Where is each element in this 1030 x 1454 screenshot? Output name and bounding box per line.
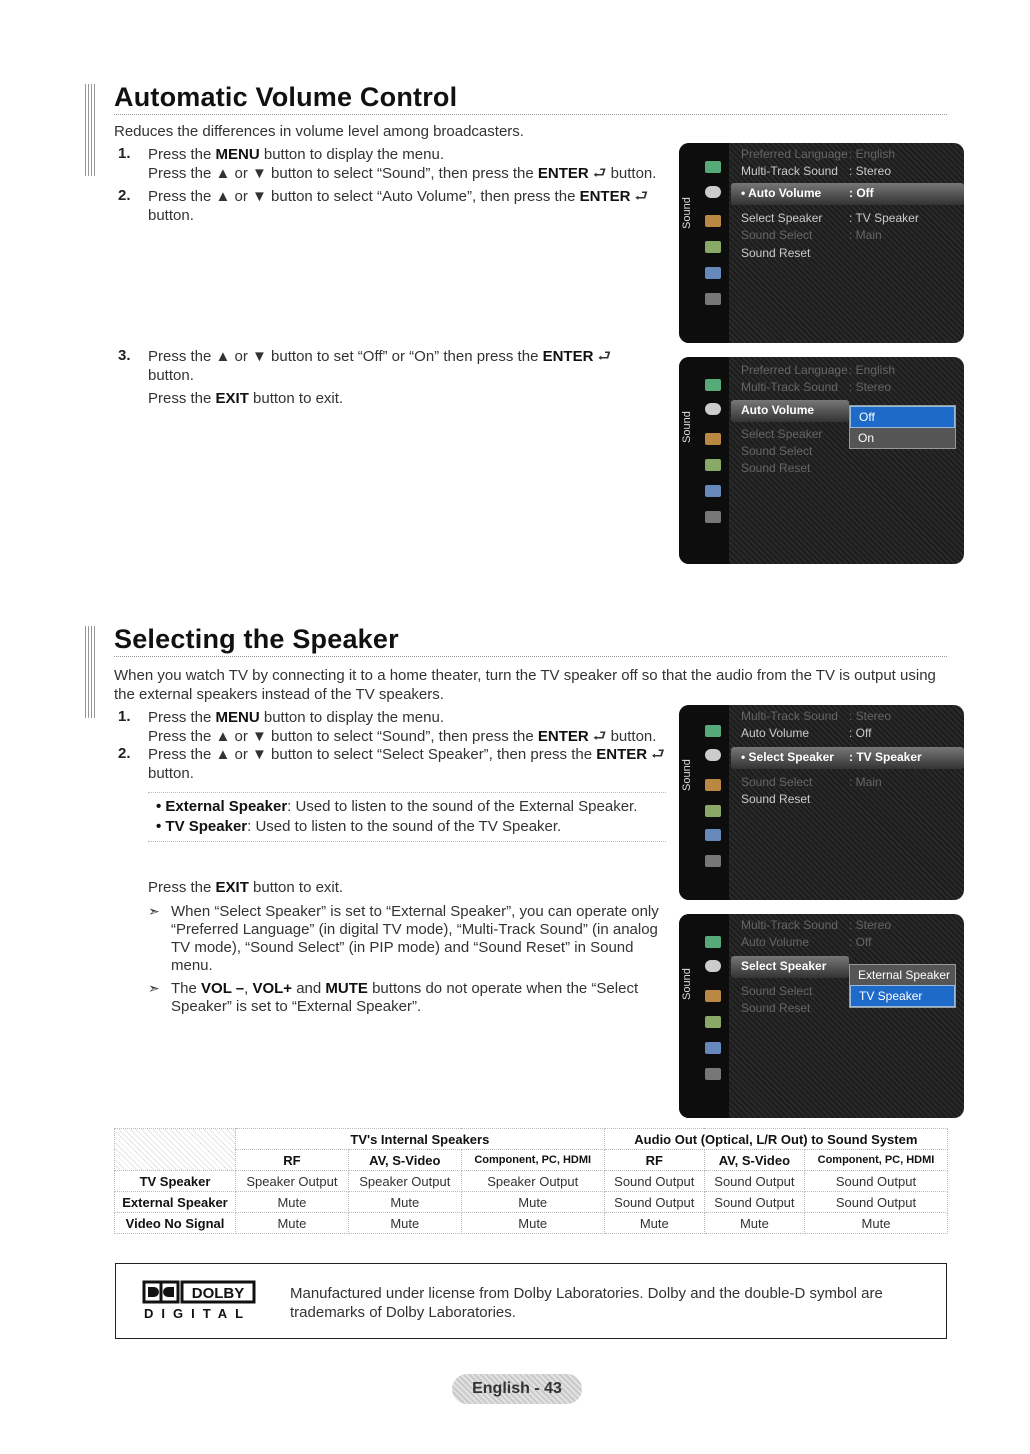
- table-cell: Mute: [604, 1213, 704, 1234]
- option-external-speaker[interactable]: External Speaker: [858, 968, 951, 982]
- table-cell: Mute: [348, 1213, 461, 1234]
- table-cell: Speaker Output: [236, 1171, 349, 1192]
- osd-screen-auto-volume: [679, 143, 964, 343]
- table-col-header: RF: [236, 1150, 349, 1171]
- speaker-step1-line1: Press the MENU button to display the menu.: [148, 709, 444, 726]
- table-col-header: RF: [604, 1150, 704, 1171]
- avc-exit-line: Press the EXIT button to exit.: [148, 390, 344, 407]
- application-icon: [705, 855, 721, 867]
- osd-sound-tab: Sound: [681, 411, 693, 443]
- osd-screen-auto-volume-options: [679, 357, 964, 564]
- table-cell: Speaker Output: [348, 1171, 461, 1192]
- table-cell: Mute: [461, 1213, 604, 1234]
- note-line: “Preferred Language” (in digital TV mode), “Multi-Track Sound” (in analog: [171, 921, 658, 938]
- note-arrow-icon: ➣: [148, 980, 160, 996]
- bullet-external: • External Speaker: Used to listen to the sound of the External Speaker.: [156, 798, 638, 815]
- osd-screen-select-speaker: [679, 705, 964, 900]
- table-row: [115, 1213, 948, 1234]
- table-cell: Mute: [461, 1192, 604, 1213]
- table-cell: Sound Output: [604, 1171, 704, 1192]
- application-icon: [705, 511, 721, 523]
- osd-screen-select-speaker-options: [679, 914, 964, 1118]
- avc-step2-line1: Press the ▲ or ▼ button to select “Auto Volume”, then press the ENTER ⮐: [148, 188, 649, 205]
- option-popup: [849, 964, 956, 1008]
- note-line: TV mode), “Sound Select” (in PIP mode) and “Sound Reset” in Sound: [171, 939, 634, 956]
- osd-row[interactable]: Select Speaker: [741, 427, 823, 441]
- option-popup: [849, 405, 956, 449]
- svg-text:DIGITAL: DIGITAL: [144, 1306, 252, 1320]
- osd-row[interactable]: Auto Volume : Off: [741, 726, 872, 740]
- note-line: The VOL –, VOL+ and MUTE buttons do not operate when the “Select: [171, 980, 639, 997]
- section-rule: [114, 114, 947, 115]
- avc-step3-line1: Press the ▲ or ▼ button to set “Off” or “On” then press the ENTER ⮐: [148, 348, 612, 365]
- osd-row[interactable]: Sound Reset: [741, 461, 811, 475]
- osd-sidebar: [679, 143, 729, 343]
- picture-icon: [705, 379, 721, 391]
- avc-step1-line1: Press the MENU button to display the menu.: [148, 146, 444, 163]
- osd-row[interactable]: Preferred Language : English: [741, 147, 896, 161]
- osd-sidebar: [679, 914, 729, 1118]
- speaker-step2-line2: button.: [148, 765, 194, 782]
- table-cell: Mute: [804, 1213, 947, 1234]
- sound-icon: [705, 186, 721, 198]
- channel-icon: [705, 779, 721, 791]
- osd-row[interactable]: Multi-Track Sound : Stereo: [741, 164, 892, 178]
- table-cell: Speaker Output: [461, 1171, 604, 1192]
- page-number: English - 43: [452, 1374, 582, 1404]
- table-cell: Mute: [348, 1192, 461, 1213]
- picture-icon: [705, 161, 721, 173]
- step-number: 1.: [118, 708, 131, 725]
- osd-row[interactable]: Sound Reset: [741, 1001, 811, 1015]
- table-cell: Sound Output: [804, 1171, 947, 1192]
- osd-row-selected[interactable]: Auto Volume: [731, 400, 849, 422]
- table-cell: Sound Output: [704, 1192, 804, 1213]
- osd-sidebar: [679, 357, 729, 564]
- osd-row[interactable]: Select Speaker : TV Speaker: [741, 211, 919, 225]
- speaker-step2-line1: Press the ▲ or ▼ button to select “Select Speaker”, then press the ENTER ⮐: [148, 746, 665, 763]
- osd-row[interactable]: Preferred Language : English: [741, 363, 896, 377]
- channel-icon: [705, 215, 721, 227]
- setup-icon: [705, 1016, 721, 1028]
- application-icon: [705, 1068, 721, 1080]
- step-number: 3.: [118, 347, 131, 364]
- avc-step1-line2: Press the ▲ or ▼ button to select “Sound”, then press the ENTER ⮐ button.: [148, 165, 657, 182]
- input-icon: [705, 485, 721, 497]
- option-tv-speaker[interactable]: TV Speaker: [850, 985, 955, 1007]
- section-marker: [85, 84, 97, 176]
- table-cell: Sound Output: [804, 1192, 947, 1213]
- osd-row[interactable]: Sound Reset: [741, 792, 811, 806]
- osd-row[interactable]: Sound Select : Main: [741, 775, 882, 789]
- table-cell: Sound Output: [704, 1171, 804, 1192]
- osd-row[interactable]: Sound Select: [741, 444, 813, 458]
- section-title-speaker: Selecting the Speaker: [114, 624, 399, 654]
- osd-sound-tab: Sound: [681, 968, 693, 1000]
- setup-icon: [705, 459, 721, 471]
- sound-icon: [705, 960, 721, 972]
- table-group-header: TV's Internal Speakers: [236, 1129, 605, 1150]
- note-line: When “Select Speaker” is set to “External Speaker”, you can operate only: [171, 903, 659, 920]
- note-line: Speaker” is set to “External Speaker”.: [171, 998, 422, 1015]
- table-group-header: Audio Out (Optical, L/R Out) to Sound System: [604, 1129, 947, 1150]
- svg-text:DOLBY: DOLBY: [191, 1285, 245, 1302]
- section-marker: [85, 626, 97, 718]
- osd-row[interactable]: Auto Volume : Off: [741, 935, 872, 949]
- note-line: menu.: [171, 957, 213, 974]
- setup-icon: [705, 241, 721, 253]
- bullet-tv: • TV Speaker: Used to listen to the sound of the TV Speaker.: [156, 818, 562, 835]
- note-arrow-icon: ➣: [148, 903, 160, 919]
- speaker-intro-line2: the external speakers instead of the TV speakers.: [114, 686, 444, 703]
- input-icon: [705, 267, 721, 279]
- dolby-license-text: Manufactured under license from Dolby Laboratories. Dolby and the double-D symbol are trademarks of Dolby Laboratories.: [290, 1285, 883, 1321]
- table-col-header: Component, PC, HDMI: [804, 1150, 947, 1171]
- dolby-license-box: [115, 1263, 947, 1339]
- osd-row[interactable]: Multi-Track Sound : Stereo: [741, 380, 892, 394]
- table-row-header: TV Speaker: [115, 1171, 236, 1192]
- section-title-avc: Automatic Volume Control: [114, 82, 458, 112]
- table-col-header: AV, S-Video: [348, 1150, 461, 1171]
- input-icon: [705, 1042, 721, 1054]
- table-row: [115, 1192, 948, 1213]
- option-off[interactable]: Off: [850, 406, 955, 428]
- osd-row[interactable]: Multi-Track Sound : Stereo: [741, 709, 892, 723]
- table-corner: [115, 1129, 236, 1171]
- step-number: 1.: [118, 145, 131, 162]
- option-on[interactable]: On: [858, 431, 875, 445]
- sound-icon: [705, 403, 721, 415]
- avc-intro: Reduces the differences in volume level among broadcasters.: [114, 123, 524, 140]
- table-cell: Sound Output: [604, 1192, 704, 1213]
- osd-row[interactable]: Sound Reset: [741, 246, 811, 260]
- table-cell: Mute: [236, 1213, 349, 1234]
- osd-row-selected[interactable]: • Select Speaker : TV Speaker: [731, 747, 964, 769]
- table-col-header: AV, S-Video: [704, 1150, 804, 1171]
- double-d-icon: [142, 1278, 267, 1320]
- speaker-intro-line1: When you watch TV by connecting it to a home theater, turn the TV speaker off so that the audio from the TV is output using: [114, 667, 936, 684]
- channel-icon: [705, 990, 721, 1002]
- osd-row[interactable]: Multi-Track Sound : Stereo: [741, 918, 892, 932]
- setup-icon: [705, 805, 721, 817]
- osd-row[interactable]: Sound Select: [741, 984, 813, 998]
- section-rule: [114, 656, 947, 657]
- speaker-exit-line: Press the EXIT button to exit.: [148, 879, 344, 896]
- osd-sidebar: [679, 705, 729, 900]
- table-row-header: External Speaker: [115, 1192, 236, 1213]
- step-number: 2.: [118, 187, 131, 204]
- speaker-output-table: [114, 1128, 948, 1234]
- table-cell: Mute: [236, 1192, 349, 1213]
- application-icon: [705, 293, 721, 305]
- osd-sound-tab: Sound: [681, 759, 693, 791]
- avc-step2-line2: button.: [148, 207, 194, 224]
- table-row-header: Video No Signal: [115, 1213, 236, 1234]
- avc-step3-line2: button.: [148, 367, 194, 384]
- osd-row[interactable]: Sound Select : Main: [741, 228, 882, 242]
- table-row: [115, 1171, 948, 1192]
- table-cell: Mute: [704, 1213, 804, 1234]
- input-icon: [705, 829, 721, 841]
- osd-row-selected[interactable]: • Auto Volume : Off: [731, 183, 964, 205]
- dolby-digital-logo: [142, 1278, 267, 1320]
- sound-icon: [705, 749, 721, 761]
- step-number: 2.: [118, 745, 131, 762]
- picture-icon: [705, 936, 721, 948]
- channel-icon: [705, 433, 721, 445]
- speaker-step1-line2: Press the ▲ or ▼ button to select “Sound”, then press the ENTER ⮐ button.: [148, 728, 657, 745]
- osd-row-selected[interactable]: Select Speaker: [731, 956, 849, 978]
- table-col-header: Component, PC, HDMI: [461, 1150, 604, 1171]
- picture-icon: [705, 725, 721, 737]
- osd-sound-tab: Sound: [681, 197, 693, 229]
- speaker-options-list: [148, 792, 666, 842]
